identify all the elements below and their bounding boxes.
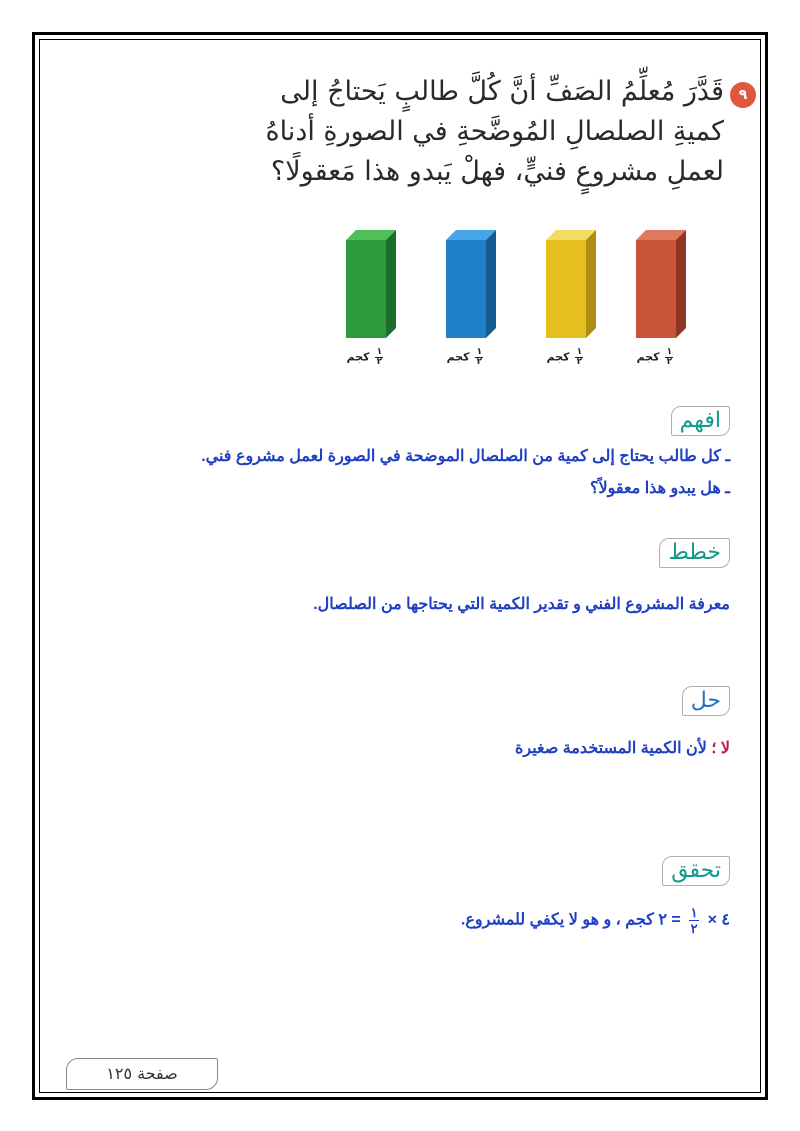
eq-fraction: ١ ٢	[690, 905, 698, 936]
clay-blocks-illustration	[340, 228, 700, 378]
solve-answer-no: لا ؛	[711, 740, 730, 757]
clay-block-green	[340, 228, 400, 367]
question-number-badge: ٩	[730, 82, 756, 108]
section-heading-check: تحقق	[662, 856, 730, 886]
solve-answer	[515, 738, 730, 758]
check-equation	[461, 906, 730, 935]
clay-block-red	[630, 228, 690, 367]
question-line-1: قَدَّرَ مُعلِّمُ الصَفِّ أنَّ كُلَّ طالبٍ يَحتاجُ إلى	[280, 76, 724, 107]
plan-text: معرفة المشروع الفني و تقدير الكمية التي يحتاجها من الصلصال.	[313, 596, 730, 613]
eq-equals: =	[671, 911, 681, 929]
solve-answer-reason: لأن الكمية المستخدمة صغيرة	[514, 740, 712, 757]
eq-times: ×	[707, 911, 717, 929]
question-line-3: لعملِ مشروعٍ فنيٍّ، فهلْ يَبدو هذا مَعقولًا؟	[270, 156, 724, 187]
clay-block-blue	[440, 228, 500, 367]
question-line-2: كميةِ الصلصالِ المُوضَّحةِ في الصورةِ أدناهُ	[265, 116, 724, 147]
page-number-box: صفحة ١٢٥	[66, 1058, 218, 1090]
understand-line-2: ـ هل يبدو هذا معقولاً؟	[590, 480, 730, 497]
block-label-yellow: $\frac{١}{٢}$ كجم	[546, 347, 583, 367]
question-text	[204, 72, 724, 192]
block-label-red: $\frac{١}{٢}$ كجم	[636, 347, 673, 367]
section-heading-plan: خطط	[659, 538, 730, 568]
block-label-green: $\frac{١}{٢}$ كجم	[346, 347, 383, 367]
section-heading-solve: حل	[682, 686, 730, 716]
eq-result: ٢ كجم ، و هو لا يكفي للمشروع.	[460, 911, 667, 929]
section-heading-understand: افهم	[671, 406, 730, 436]
eq-lhs: ٤	[721, 911, 730, 929]
block-label-blue: $\frac{١}{٢}$ كجم	[446, 347, 483, 367]
understand-line-1: ـ كل طالب يحتاج إلى كمية من الصلصال الموضحة في الصورة لعمل مشروع فني.	[201, 448, 730, 465]
clay-block-yellow	[540, 228, 600, 367]
